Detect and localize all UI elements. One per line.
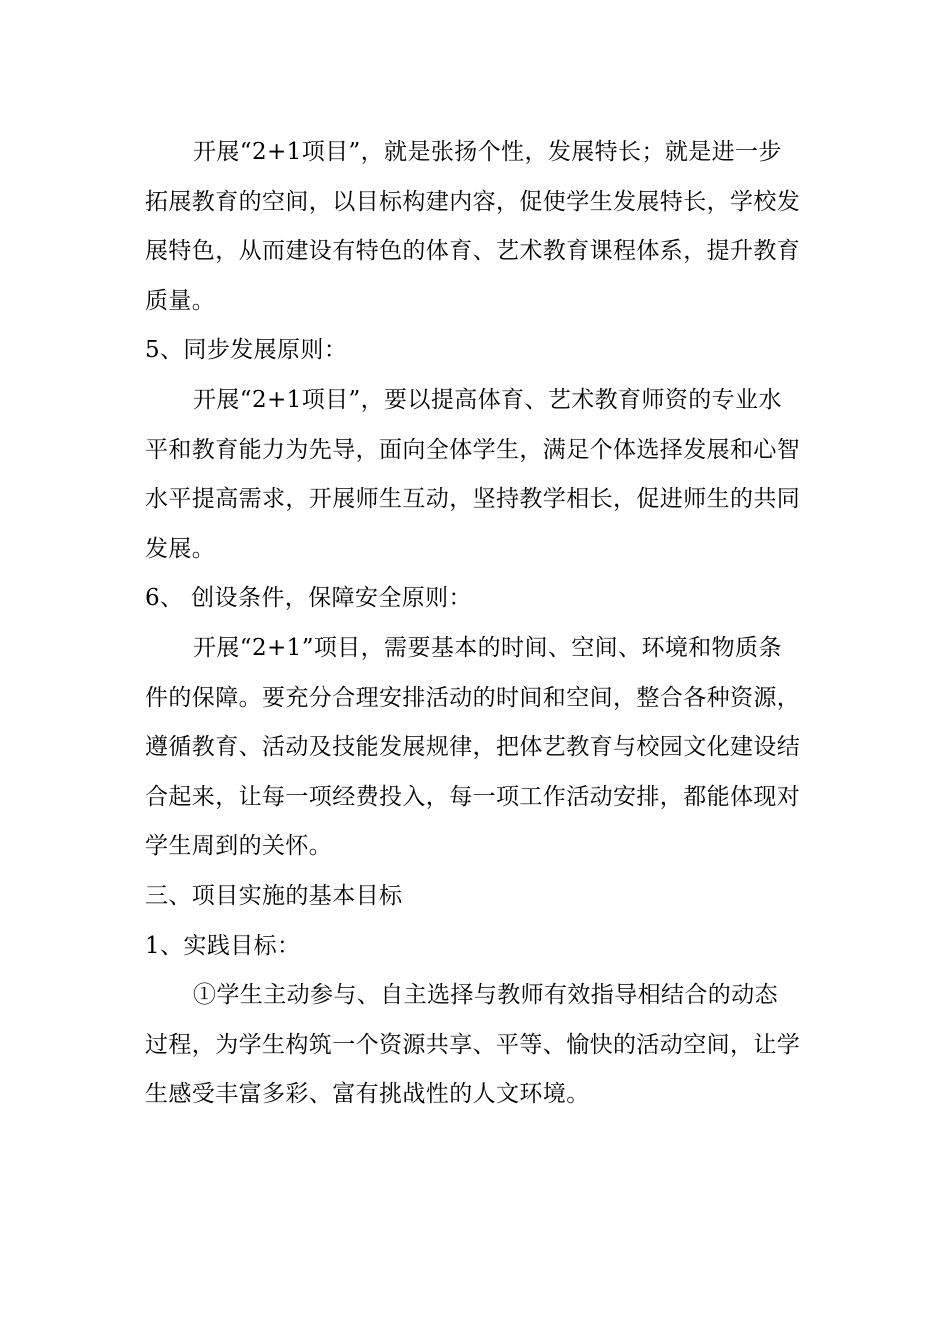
text-line: 开展“2+1”项目，需要基本的时间、空间、环境和物质条 [193, 634, 782, 661]
section-heading: 6、 创设条件，保障安全原则： [145, 585, 472, 612]
text-line: 学生周到的关怀。 [145, 833, 333, 860]
text-line: 展特色，从而建设有特色的体育、艺术教育课程体系，提升教育 [145, 238, 801, 265]
text-line: 合起来，让每一项经费投入，每一项工作活动安排，都能体现对 [145, 783, 801, 810]
text-line: 平和教育能力为先导，面向全体学生，满足个体选择发展和心智 [145, 436, 801, 463]
text-line: 拓展教育的空间，以目标构建内容，促使学生发展特长，学校发 [145, 188, 801, 215]
text-line: 生感受丰富多彩、富有挑战性的人文环境。 [145, 1081, 590, 1108]
text-line: 水平提高需求，开展师生互动，坚持教学相长，促进师生的共同 [145, 486, 801, 513]
text-line: 开展“2+1项目”，就是张扬个性，发展特长；就是进一步 [193, 139, 782, 165]
document-page [145, 128, 805, 1120]
section-heading: 三、项目实施的基本目标 [145, 882, 403, 909]
text-line: 过程，为学生构筑一个资源共享、平等、愉快的活动空间，让学 [145, 1031, 801, 1058]
text-line: 发展。 [145, 535, 216, 562]
text-line: 开展“2+1项目”，要以提高体育、艺术教育师资的专业水 [193, 386, 782, 413]
subsection-heading: 1、实践目标： [145, 932, 301, 959]
text-line: 质量。 [145, 287, 216, 314]
text-line: 件的保障。要充分合理安排活动的时间和空间，整合各种资源， [145, 684, 801, 711]
text-line: 遵循教育、活动及技能发展规律，把体艺教育与校园文化建设结 [145, 734, 801, 761]
text-line: ①学生主动参与、自主选择与教师有效指导相结合的动态 [193, 982, 778, 1009]
section-heading: 5、同步发展原则： [145, 337, 348, 364]
